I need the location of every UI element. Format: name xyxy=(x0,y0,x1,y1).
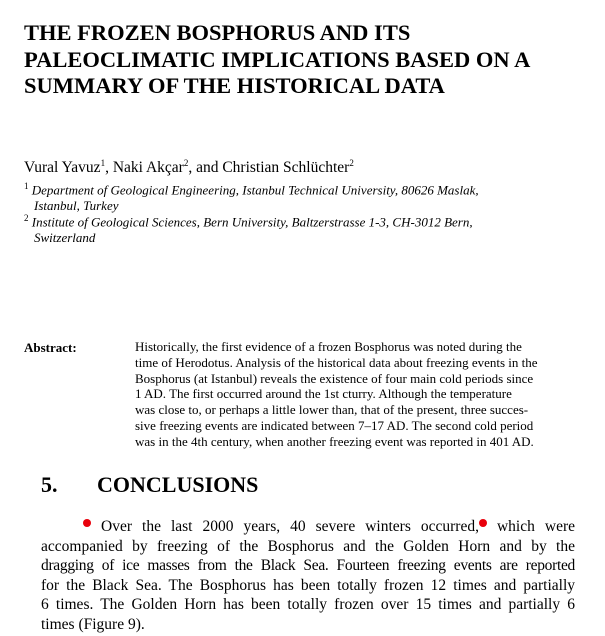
author: Naki Akçar xyxy=(112,159,184,177)
section-number: 5. xyxy=(41,472,58,497)
sep: , xyxy=(105,159,113,177)
title-line: PALEOCLIMATIC IMPLICATIONS BASED ON A xyxy=(24,46,531,72)
abstract-text xyxy=(135,339,559,450)
abstract-label: Abstract: xyxy=(24,340,77,355)
body-line: dragging of ice masses from the Black Sea. Fourteen freezing events are reported xyxy=(41,557,575,574)
title-line: THE FROZEN BOSPHORUS AND ITS xyxy=(24,20,411,45)
aff-line: Istanbul, Turkey xyxy=(34,198,119,214)
body-line: for the Black Sea. The Bosphorus has been totally frozen 12 times and partially xyxy=(41,576,575,594)
aff-line: Institute of Geological Sciences, Bern University, Baltzerstrasse 1-3, CH-3012 Bern, xyxy=(31,214,473,230)
affiliation-2 xyxy=(24,210,473,246)
section-title: CONCLUSIONS xyxy=(97,472,259,497)
abstract-line: sive freezing events are indicated between 7–17 AD. The second cold period xyxy=(135,417,534,433)
abstract-line: Historically, the first evidence of a frozen Bosphorus was noted during the xyxy=(135,339,522,354)
body-text: Over the last 2000 years, 40 severe winters occurred, xyxy=(101,518,479,535)
aff-line: Department of Geological Engineering, Istanbul Technical University, 80626 Maslak, xyxy=(31,182,479,198)
author-sup: 2 xyxy=(183,158,189,168)
section-heading xyxy=(41,472,258,498)
author-sup: 1 xyxy=(100,158,106,168)
author-list xyxy=(24,158,354,177)
aff-sup: 2 xyxy=(24,213,29,223)
title-line: SUMMARY OF THE HISTORICAL DATA xyxy=(24,73,445,98)
annotation-marker-icon[interactable] xyxy=(479,519,487,527)
body-line: 6 times. The Golden Horn has been totally frozen over 15 times and partially 6 xyxy=(41,596,575,613)
affiliation-1 xyxy=(24,178,479,214)
author: Christian Schlüchter xyxy=(222,159,350,177)
body-paragraph xyxy=(41,517,575,634)
aff-sup: 1 xyxy=(24,181,29,191)
abstract-line: 1 AD. The first occurred around the 1st cturry. Although the temperature xyxy=(135,386,512,402)
aff-line: Switzerland xyxy=(34,230,96,246)
body-text: which were xyxy=(496,518,575,535)
abstract-line: time of Herodotus. Analysis of the historical data about freezing events in the xyxy=(135,354,538,370)
paper-title xyxy=(24,20,530,100)
author: Vural Yavuz xyxy=(24,159,101,177)
abstract-line: was close to, or perhaps a little lower than, that of the present, three succes- xyxy=(135,402,529,418)
author-sup: 2 xyxy=(349,158,354,168)
abstract-line: Bosphorus (at Istanbul) reveals the existence of four main cold periods since xyxy=(135,370,534,386)
abstract-line: was in the 4th century, when another freezing event was reported in 401 AD. xyxy=(135,433,534,449)
body-line: times (Figure 9). xyxy=(41,615,145,633)
body-line: accompanied by freezing of the Bosphorus and the Golden Horn and by the xyxy=(41,537,575,555)
annotation-marker-icon[interactable] xyxy=(83,519,91,527)
sep: , and xyxy=(188,159,223,177)
